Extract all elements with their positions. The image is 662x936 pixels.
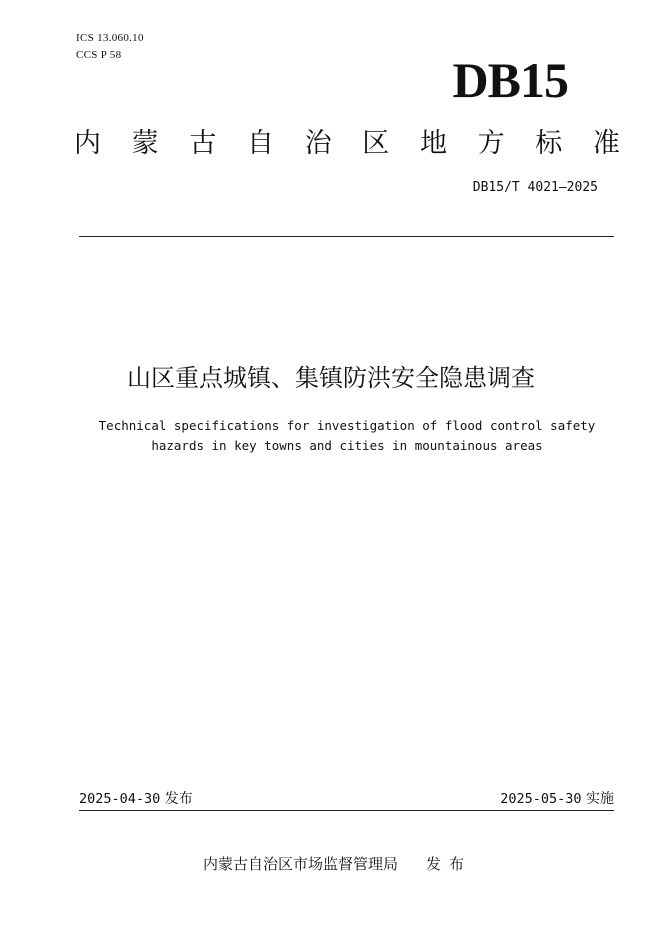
db-logo: DB15 — [452, 52, 568, 108]
issuer-name: 内蒙古自治区市场监督管理局 — [203, 855, 399, 873]
header-divider — [79, 236, 614, 237]
standard-type-char: 古 — [189, 128, 217, 159]
ics-code: ICS 13.060.10 — [76, 32, 144, 44]
standard-type-char: 自 — [246, 128, 274, 159]
issue-date — [79, 790, 193, 808]
standard-type-char: 地 — [419, 128, 447, 159]
implementation-date-label: 实施 — [586, 791, 614, 807]
issuer-action: 发布 — [426, 855, 473, 873]
standard-type-char: 治 — [304, 128, 332, 159]
english-title-line: hazards in key towns and cities in mountainous areas — [151, 438, 543, 453]
standard-type-char: 准 — [592, 128, 620, 159]
footer-divider — [79, 810, 614, 811]
issue-date-value: 2025-04-30 — [79, 791, 161, 807]
chinese-title: 山区重点城镇、集镇防洪安全隐患调查 — [127, 364, 535, 392]
standard-type-heading — [74, 128, 620, 160]
standard-type-char: 蒙 — [131, 128, 159, 159]
english-title — [60, 416, 634, 456]
standard-type-char: 方 — [477, 128, 505, 159]
implementation-date-value: 2025-05-30 — [500, 791, 582, 807]
ccs-code: CCS P 58 — [76, 49, 122, 61]
standard-type-char: 标 — [535, 128, 563, 159]
implementation-date — [500, 790, 614, 808]
standard-type-char: 内 — [74, 128, 101, 159]
issuing-authority — [203, 854, 472, 874]
standard-number: DB15/T 4021—2025 — [472, 180, 598, 195]
english-title-line: Technical specifications for investigation of flood control safety — [98, 418, 596, 433]
issue-date-label: 发布 — [164, 791, 193, 807]
standard-type-char: 区 — [362, 128, 390, 159]
